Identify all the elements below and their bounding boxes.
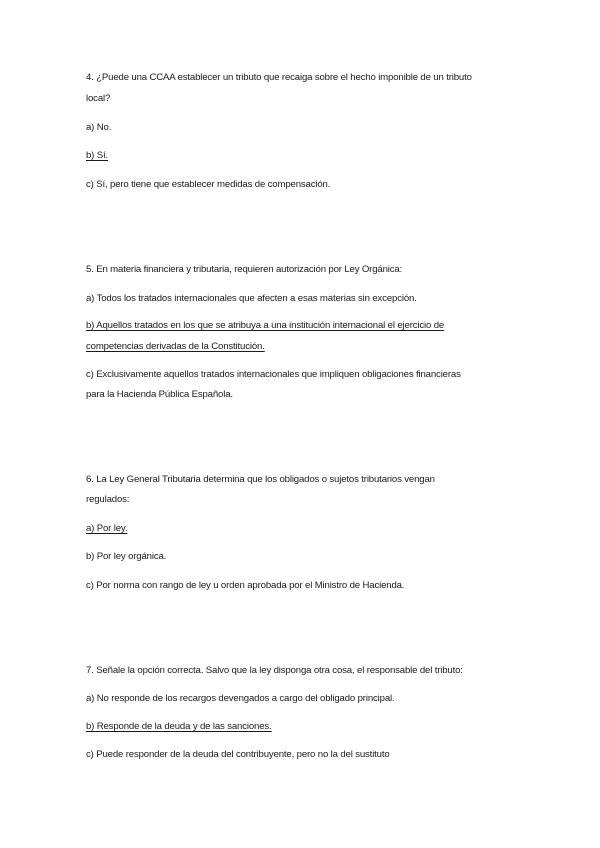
question-5-option-b-line-2: competencias derivadas de la Constitución. (86, 341, 265, 352)
question-6-option-a: a) Por ley. (86, 523, 128, 534)
question-4-option-a: a) No. (86, 122, 112, 133)
question-7-stem-line-1: 7. Señale la opción correcta. Salvo que la ley disponga otra cosa, el responsable del tributo: (86, 665, 463, 676)
question-7-option-b: b) Responde de la deuda y de las sanciones. (86, 721, 272, 732)
question-4-option-c: c) Sí, pero tiene que establecer medidas de compensación. (86, 179, 331, 190)
question-4-option-b: b) Sí. (86, 150, 109, 161)
question-4-stem-line-2: local? (86, 93, 111, 104)
question-6-stem-line-2: regulados: (86, 494, 130, 505)
question-5-option-c-line-2: para la Hacienda Pública Española. (86, 389, 233, 400)
question-7-option-a: a) No responde de los recargos devengados a cargo del obligado principal. (86, 693, 395, 704)
question-5-option-a: a) Todos los tratados internacionales que afecten a esas materias sin excepción. (86, 293, 417, 304)
question-5-option-c-line-1: c) Exclusivamente aquellos tratados internacionales que impliquen obligaciones financieras (86, 369, 461, 380)
question-5-option-b-line-1: b) Aquellos tratados en los que se atribuya a una institución internacional el ejercicio de (86, 320, 445, 331)
question-4-stem-line-1: 4. ¿Puede una CCAA establecer un tributo que recaiga sobre el hecho imponible de un tributo (86, 72, 472, 83)
question-5-stem-line-1: 5. En materia financiera y tributaria, requieren autorización por Ley Orgánica: (86, 264, 403, 275)
question-6-option-b: b) Por ley orgánica. (86, 551, 167, 562)
question-6-option-c: c) Por norma con rango de ley u orden aprobada por el Ministro de Hacienda. (86, 580, 405, 591)
question-7-option-c: c) Puede responder de la deuda del contribuyente, pero no la del sustituto (86, 749, 390, 760)
question-6-stem-line-1: 6. La Ley General Tributaria determina que los obligados o sujetos tributarios vengan (86, 474, 435, 485)
